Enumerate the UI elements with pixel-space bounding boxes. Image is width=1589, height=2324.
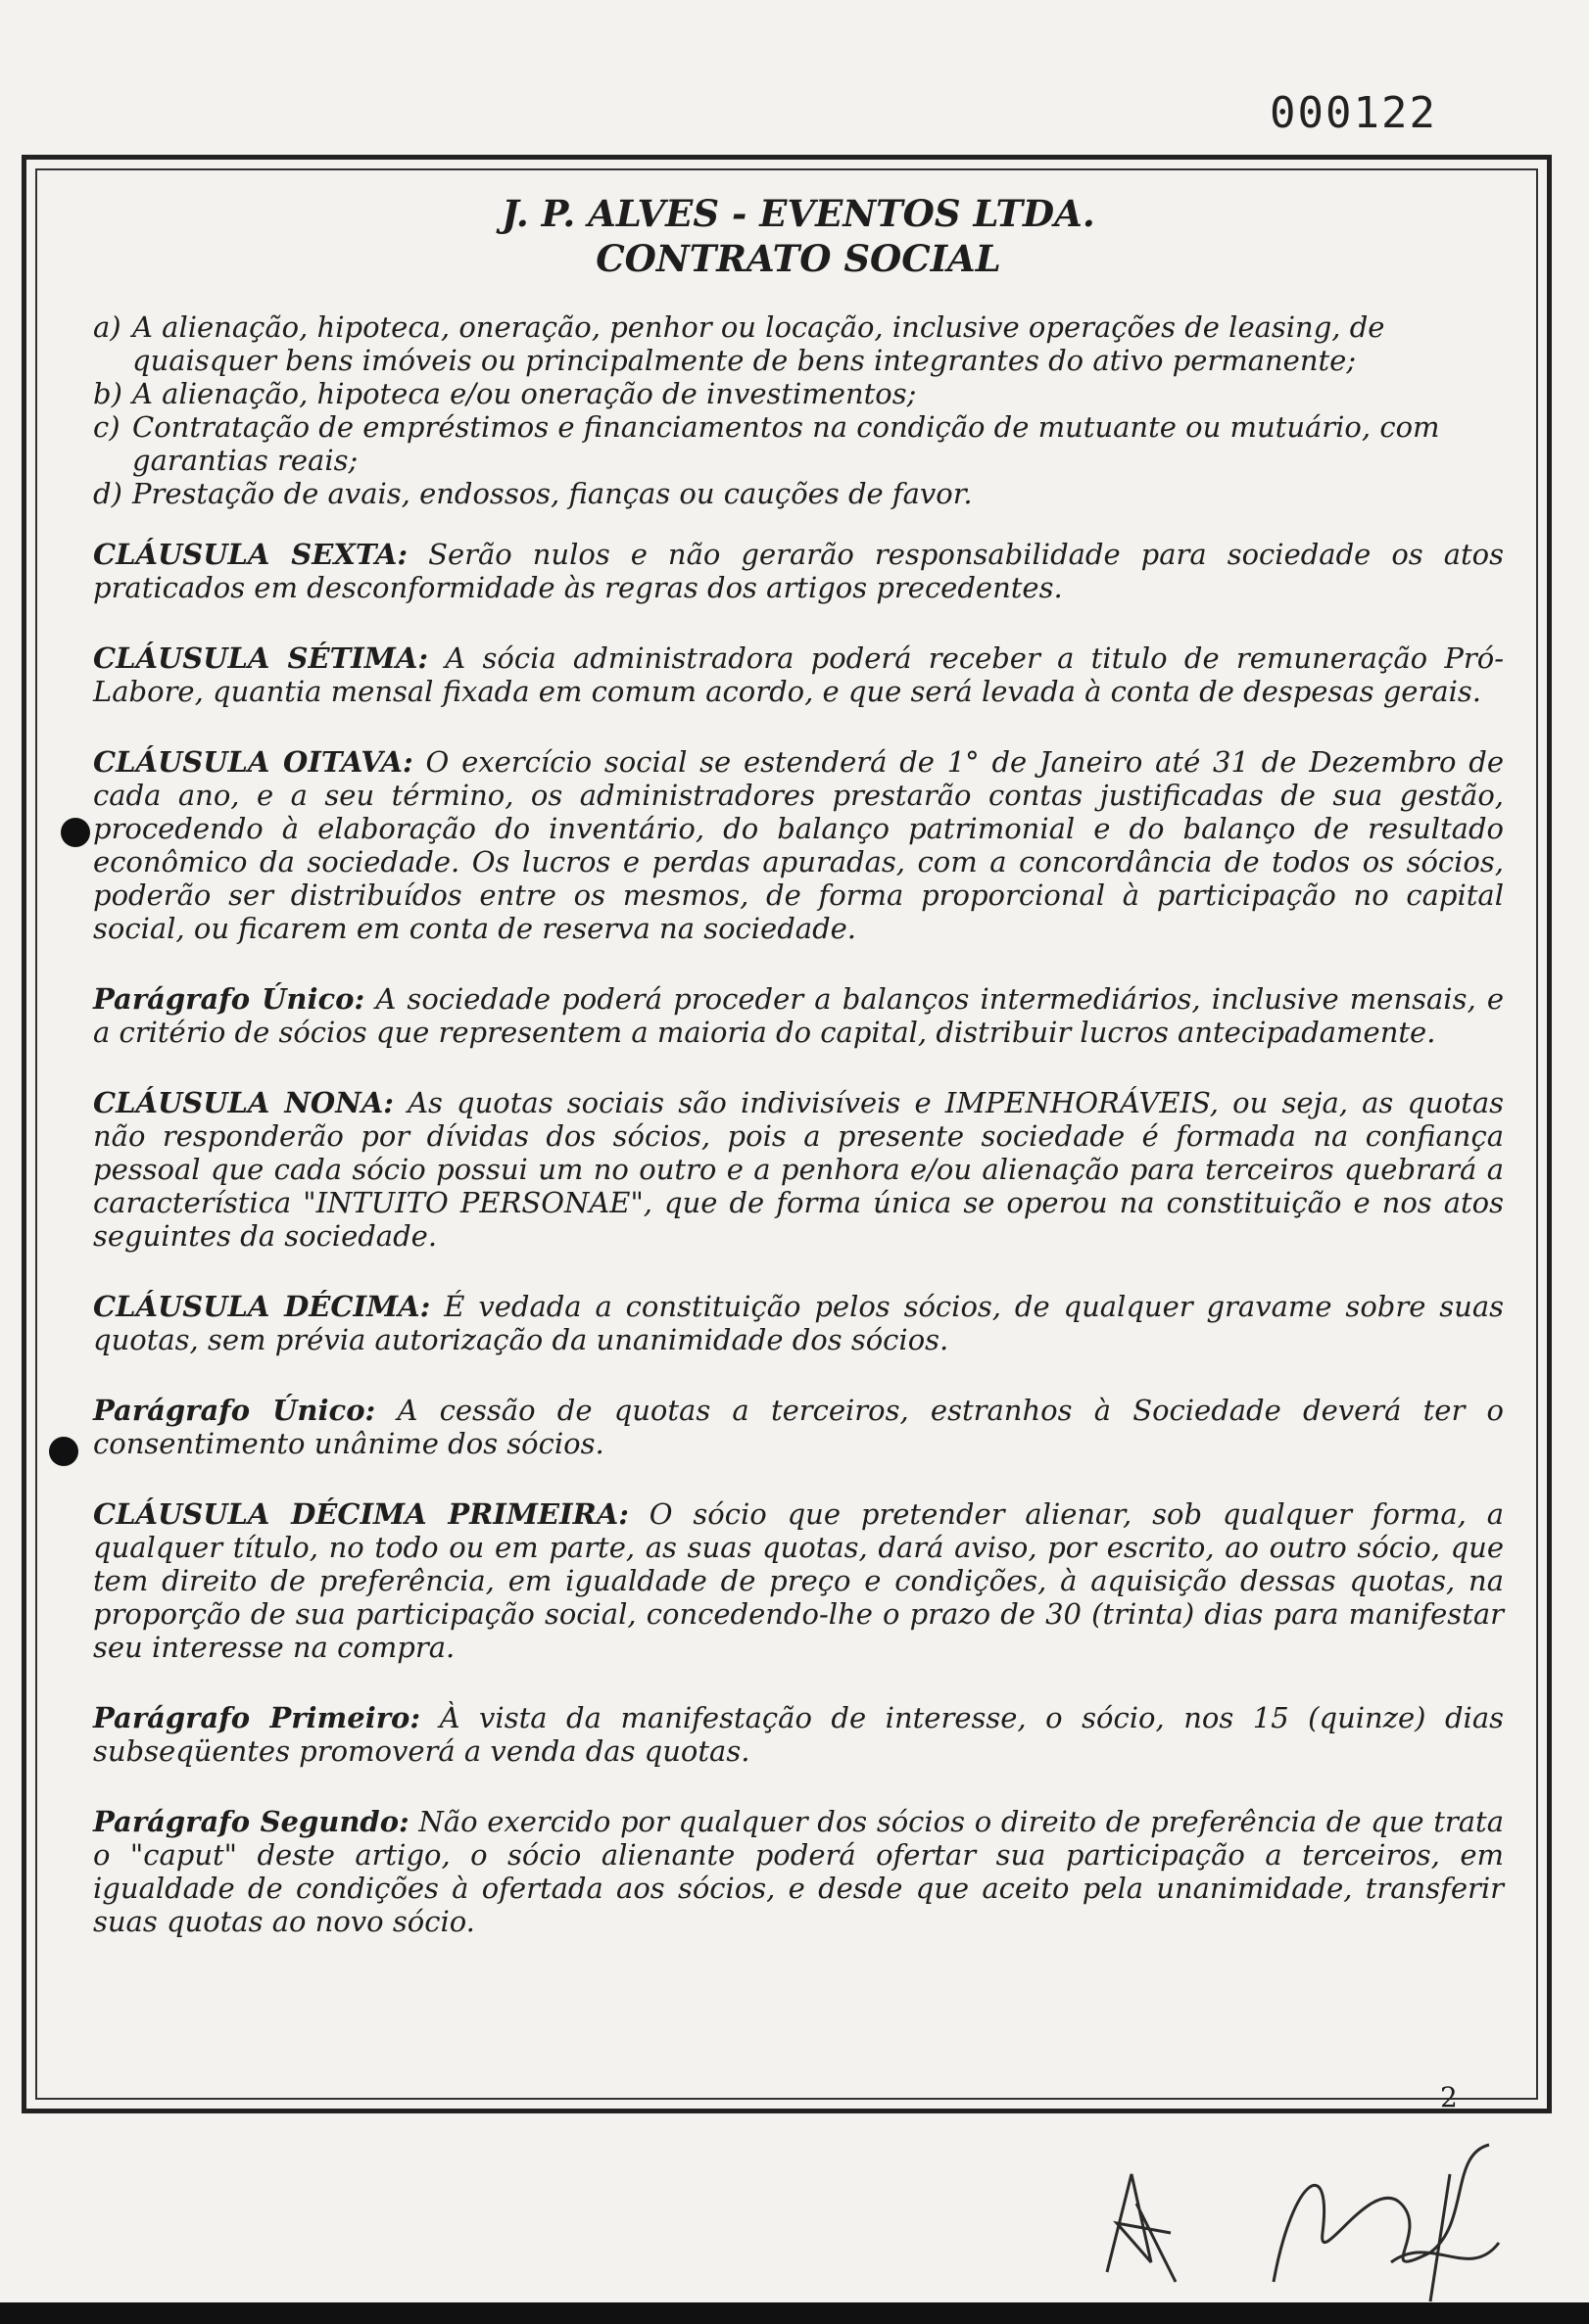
clause-paragraph bbox=[93, 641, 1504, 708]
footer-page-number: 2 bbox=[1440, 2081, 1458, 2113]
list-item-text: Contratação de empréstimos e financiamentos na condição de mutuante ou mutuário, com garantias reais; bbox=[132, 410, 1440, 477]
signature-initials bbox=[1107, 2174, 1176, 2282]
clause-text: A sócia administradora poderá receber a titulo de remuneração Pró-Labore, quantia mensal fixada em comum acordo, e que será levada à conta de despesas gerais. bbox=[93, 641, 1504, 708]
list-item bbox=[93, 310, 1504, 377]
clause-label: Parágrafo Único: bbox=[93, 982, 365, 1016]
clause-paragraph bbox=[93, 1086, 1504, 1253]
list-item bbox=[93, 410, 1504, 477]
clause-label: CLÁUSULA SÉTIMA: bbox=[93, 641, 429, 675]
clause-text: O sócio que pretender alienar, sob qualquer forma, a qualquer título, no todo ou em parte, as suas quotas, dará aviso, por escrito, ao outro sócio, que tem direito de preferência, em igualdade de preço e condições, à aquisição dessas quotas, na proporção de sua participação social, concedendo-lhe o prazo de 30 (trinta) dias para manifestar seu interesse na compra. bbox=[93, 1497, 1504, 1664]
list-item-text: Prestação de avais, endossos, fianças ou cauções de favor. bbox=[132, 477, 973, 510]
list-item-letter: a) bbox=[93, 310, 121, 344]
clause-label: CLÁUSULA OITAVA: bbox=[93, 745, 413, 779]
clause-label: CLÁUSULA DÉCIMA PRIMEIRA: bbox=[93, 1497, 629, 1531]
document-title bbox=[93, 191, 1504, 281]
clause-text: As quotas sociais são indivisíveis e IMPENHORÁVEIS, ou seja, as quotas não responderão por dívidas dos sócios, pois a presente sociedade é formada na confiança pessoal que cada sócio possui um no outro e a penhora e/ou alienação para terceiros quebrará a característica "INTUITO PERSONAE", que de forma única se operou na constituição e nos atos seguintes da sociedade. bbox=[93, 1086, 1504, 1253]
clause-paragraph bbox=[93, 1394, 1504, 1460]
clause-text: À vista da manifestação de interesse, o sócio, nos 15 (quinze) dias subseqüentes promoverá a venda das quotas. bbox=[93, 1701, 1504, 1768]
list-item-letter: c) bbox=[93, 410, 120, 444]
binder-hole-mark bbox=[61, 818, 90, 847]
binder-hole-mark bbox=[49, 1437, 78, 1466]
clause-label: CLÁUSULA NONA: bbox=[93, 1086, 394, 1119]
clause-paragraph bbox=[93, 982, 1504, 1049]
list-item-text: A alienação, hipoteca, oneração, penhor ou locação, inclusive operações de leasing, de quaisquer bens imóveis ou principalmente de bens integrantes do ativo permanente; bbox=[132, 310, 1385, 377]
clause-label: Parágrafo Primeiro: bbox=[93, 1701, 421, 1734]
list-item bbox=[93, 477, 1504, 510]
list-item-letter: d) bbox=[93, 477, 122, 510]
clause-paragraph bbox=[93, 1290, 1504, 1356]
clause-text: A cessão de quotas a terceiros, estranhos à Sociedade deverá ter o consentimento unânime dos sócios. bbox=[93, 1394, 1504, 1460]
clause-paragraph bbox=[93, 1497, 1504, 1664]
page-stamp-number: 000122 bbox=[1270, 88, 1437, 138]
clause-label: CLÁUSULA DÉCIMA: bbox=[93, 1290, 431, 1323]
clause-paragraph bbox=[93, 538, 1504, 604]
clause-label: Parágrafo Único: bbox=[93, 1394, 376, 1427]
clause-paragraph bbox=[93, 745, 1504, 945]
clause-label: CLÁUSULA SEXTA: bbox=[93, 538, 409, 571]
clause-text: É vedada a constituição pelos sócios, de qualquer gravame sobre suas quotas, sem prévia autorização da unanimidade dos sócios. bbox=[93, 1290, 1504, 1356]
restrictions-list bbox=[93, 310, 1504, 510]
clause-text: Não exercido por qualquer dos sócios o direito de preferência de que trata o "caput" deste artigo, o sócio alienante poderá ofertar sua participação a terceiros, em igualdade de condições à ofertada aos sócios, e desde que aceito pela unanimidade, transferir suas quotas ao novo sócio. bbox=[93, 1805, 1504, 1938]
list-item bbox=[93, 377, 1504, 410]
list-item-text: A alienação, hipoteca e/ou oneração de investimentos; bbox=[132, 377, 917, 410]
signature-scribble bbox=[1274, 2145, 1499, 2301]
clause-label: Parágrafo Segundo: bbox=[93, 1805, 409, 1838]
company-name: J. P. ALVES - EVENTOS LTDA. bbox=[502, 192, 1095, 235]
scan-bottom-edge bbox=[0, 2302, 1589, 2324]
clause-paragraph bbox=[93, 1805, 1504, 1938]
contract-type: CONTRATO SOCIAL bbox=[596, 237, 1001, 280]
list-item-letter: b) bbox=[93, 377, 122, 410]
document-body bbox=[93, 191, 1504, 1975]
clause-text: Serão nulos e não gerarão responsabilidade para sociedade os atos praticados em desconformidade às regras dos artigos precedentes. bbox=[93, 538, 1504, 604]
clause-text: A sociedade poderá proceder a balanços intermediários, inclusive mensais, e a critério de sócios que representem a maioria do capital, distribuir lucros antecipadamente. bbox=[93, 982, 1504, 1049]
clause-text: O exercício social se estenderá de 1° de Janeiro até 31 de Dezembro de cada ano, e a seu término, os administradores prestarão contas justificadas de sua gestão, procedendo à elaboração do inventário, do balanço patrimonial e do balanço de resultado econômico da sociedade. Os lucros e perdas apuradas, com a concordância de todos os sócios, poderão ser distribuídos entre os mesmos, de forma proporcional à participação no capital social, ou ficarem em conta de reserva na sociedade. bbox=[93, 745, 1505, 945]
clause-paragraph bbox=[93, 1701, 1504, 1768]
handwritten-signatures bbox=[1078, 2115, 1548, 2311]
